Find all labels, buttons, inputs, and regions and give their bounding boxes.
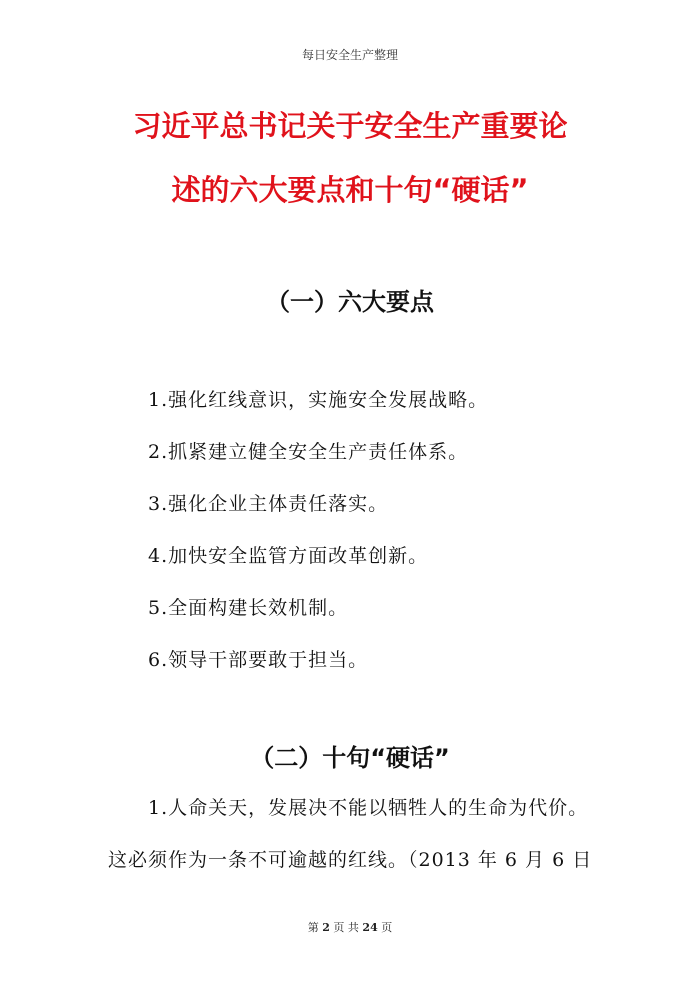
document-title-line-1: 习近平总书记关于安全生产重要论 (132, 109, 568, 143)
document-title-line-2: 述的六大要点和十句“硬话” (171, 173, 529, 207)
paragraph-line-2: 这必须作为一条不可逾越的红线。（2013 年 6 月 6 日 (108, 849, 593, 871)
page-header: 每日安全生产整理 (301, 48, 398, 62)
total-page-count: 24 (362, 921, 378, 934)
list-item: 1.强化红线意识，实施安全发展战略。 (148, 389, 489, 411)
six-points-list (148, 386, 488, 698)
list-item: 5.全面构建长效机制。 (148, 597, 349, 619)
paragraph-line-1: 1.人命关天，发展决不能以牺牲人的生命为代价。 (148, 797, 589, 819)
section-heading-six-points: （一）六大要点 (266, 288, 434, 316)
footer-middle: 页 共 (333, 921, 359, 934)
section-heading-ten-sayings: （二）十句“硬话” (250, 744, 450, 772)
list-item: 2.抓紧建立健全安全生产责任体系。 (148, 441, 469, 463)
current-page-number: 2 (322, 921, 330, 934)
page-footer (0, 919, 700, 935)
footer-suffix: 页 (381, 921, 393, 934)
footer-prefix: 第 (307, 921, 319, 934)
list-item: 4.加快安全监管方面改革创新。 (148, 545, 429, 567)
list-item: 3.强化企业主体责任落实。 (148, 493, 389, 515)
list-item: 6.领导干部要敢于担当。 (148, 649, 369, 671)
